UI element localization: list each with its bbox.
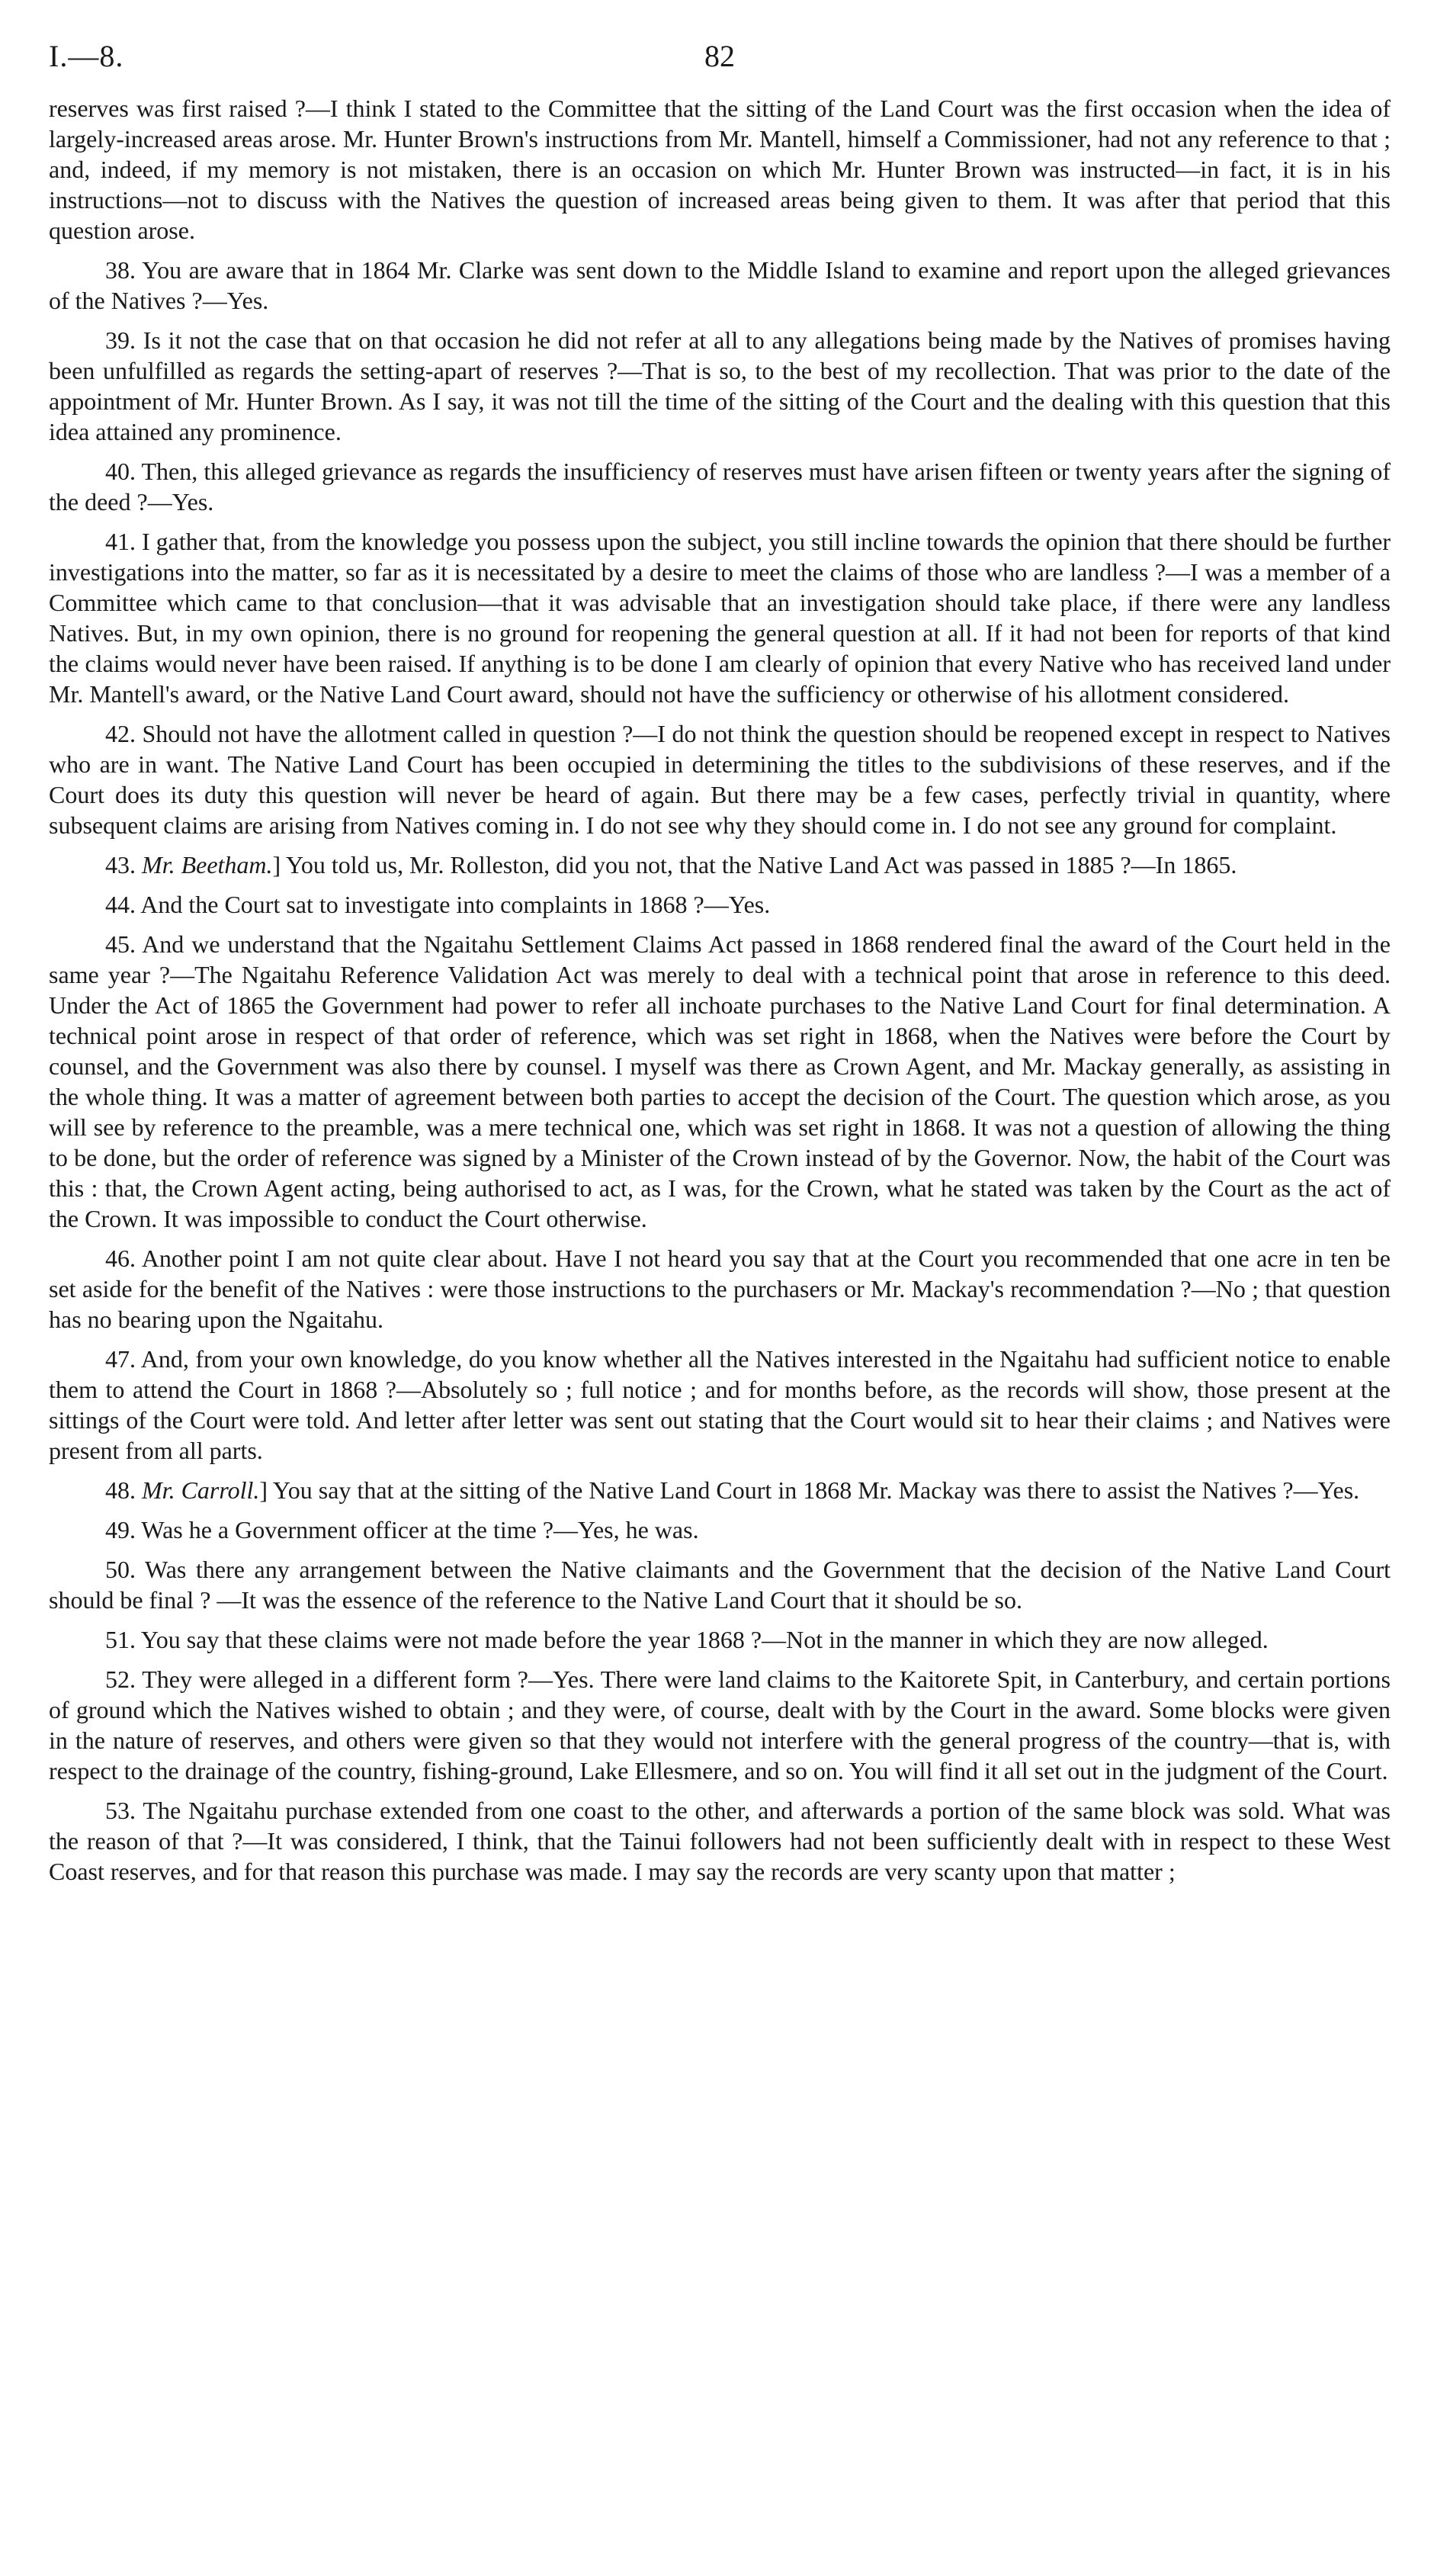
paragraph-text: 47. And, from your own knowledge, do you know whether all the Natives interested in the Ngaitahu had sufficient notice to enable them to attend the Court in 1868 ?—Absolutely so ; full notice ; and for months before, as the records will show, those present at the sittings of the Court were told. And letter after letter was sent out stating that the Court would sit to hear their claims ; and Natives were present from all parts.: [49, 1345, 1391, 1464]
paragraph-text: 51. You say that these claims were not made before the year 1868 ?—Not in the manner in which they are now alleged.: [105, 1626, 1269, 1653]
question-39: [49, 325, 1391, 447]
paragraph-text: 42. Should not have the allotment called in question ?—I do not think the question should be reopened except in respect to Natives who are in want. The Native Land Court has been occupied in determining the titles to the subdivisions of these reserves, and if the Court does its duty this question will never be heard of again. But there may be a few cases, perfectly trivial in quantity, where subsequent claims are arising from Natives coming in. I do not see why they should come in. I do not see any ground for complaint.: [49, 720, 1391, 839]
question-51: [49, 1624, 1391, 1655]
paragraph-text: 41. I gather that, from the knowledge you possess upon the subject, you still incline towards the opinion that there should be further investigations into the matter, so far as it is necessitated by a desire to meet the claims of those who are landless ?—I was a member of a Committee which came to that conclusion—that it was advisable that an investigation should take place, if there were any landless Natives. But, in my own opinion, there is no ground for reopening the general question at all. If it had not been for reports of that kind the claims would never have been raised. If anything is to be done I am clearly of opinion that every Native who has received land under Mr. Mantell's award, or the Native Land Court award, should not have the sufficiency or otherwise of his allotment considered.: [49, 528, 1391, 708]
speaker-name: Mr. Beetham.: [142, 851, 273, 878]
question-40: [49, 456, 1391, 517]
question-38: [49, 255, 1391, 316]
question-number: 48.: [105, 1476, 142, 1504]
paragraph-text: 49. Was he a Government officer at the time ?—Yes, he was.: [105, 1516, 699, 1543]
question-50: [49, 1554, 1391, 1615]
page-number: 82: [704, 39, 735, 73]
question-49: [49, 1514, 1391, 1545]
question-45: [49, 929, 1391, 1234]
page-header: [49, 38, 1391, 93]
question-53: [49, 1795, 1391, 1887]
paragraph-text: reserves was first raised ?—I think I stated to the Committee that the sitting of the Land Court was the first occasion when the idea of largely-increased areas arose. Mr. Hunter Brown's instructions from Mr. Mantell, himself a Commissioner, had not any reference to that ; and, indeed, if my memory is not mistaken, there is an occasion on which Mr. Hunter Brown was instructed—in fact, it is in his instructions—not to discuss with the Natives the question of increased areas being given to them. It was after that period that this question arose.: [49, 95, 1391, 244]
question-47: [49, 1344, 1391, 1466]
document-body: [49, 93, 1391, 1887]
paragraph-continuation: [49, 93, 1391, 246]
paragraph-text: 53. The Ngaitahu purchase extended from one coast to the other, and afterwards a portion of the same block was sold. What was the reason of that ?—It was considered, I think, that the Tainui followers had not been sufficiently dealt with in respect to these West Coast reserves, and for that reason this purchase was made. I may say the records are very scanty upon that matter ;: [49, 1797, 1391, 1885]
report-reference: I.—8.: [49, 39, 124, 73]
document-page: [49, 38, 1391, 1887]
paragraph-text: 46. Another point I am not quite clear about. Have I not heard you say that at the Court you recommended that one acre in ten be set aside for the benefit of the Natives : were those instructions to the purchasers or Mr. Mackay's recommendation ?—No ; that question has no bearing upon the Ngaitahu.: [49, 1245, 1391, 1333]
paragraph-text: 39. Is it not the case that on that occasion he did not refer at all to any allegations being made by the Natives of promises having been unfulfilled as regards the setting-apart of reserves ?—That is so, to the best of my recollection. That was prior to the date of the appointment of Mr. Hunter Brown. As I say, it was not till the time of the sitting of the Court and the dealing with this question that this idea attained any prominence.: [49, 326, 1391, 445]
question-42: [49, 718, 1391, 840]
paragraph-text: ] You told us, Mr. Rolleston, did you not, that the Native Land Act was passed in 1885 ?—In 1865.: [272, 851, 1237, 878]
paragraph-text: 44. And the Court sat to investigate into complaints in 1868 ?—Yes.: [105, 891, 771, 918]
paragraph-text: ] You say that at the sitting of the Native Land Court in 1868 Mr. Mackay was there to assist the Natives ?—Yes.: [259, 1476, 1360, 1504]
paragraph-text: 40. Then, this alleged grievance as regards the insufficiency of reserves must have arisen fifteen or twenty years after the signing of the deed ?—Yes.: [49, 458, 1391, 516]
question-52: [49, 1664, 1391, 1786]
paragraph-text: 52. They were alleged in a different form ?—Yes. There were land claims to the Kaitorete Spit, in Canterbury, and certain portions of ground which the Natives wished to obtain ; and they were, of course, dealt with by the Court in the award. Some blocks were given in the nature of reserves, and others were given so that they would not interfere with the general progress of the country—that is, with respect to the drainage of the country, fishing-ground, Lake Ellesmere, and so on. You will find it all set out in the judgment of the Court.: [49, 1665, 1391, 1784]
question-number: 43.: [105, 851, 142, 878]
question-44: [49, 889, 1391, 920]
paragraph-text: 50. Was there any arrangement between the Native claimants and the Government that the decision of the Native Land Court should be final ? —It was the essence of the reference to the Native Land Court that it should be so.: [49, 1556, 1391, 1614]
question-43: [49, 850, 1391, 880]
paragraph-text: 45. And we understand that the Ngaitahu Settlement Claims Act passed in 1868 rendered final the award of the Court held in the same year ?—The Ngaitahu Reference Validation Act was merely to deal with a technical point that arose in reference to this deed. Under the Act of 1865 the Government had power to refer all inchoate purchases to the Native Land Court for final determination. A technical point arose in respect of that order of reference, which was set right in 1868, when the Natives were before the Court by counsel, and the Government was also there by counsel. I myself was there as Crown Agent, and Mr. Mackay generally, as assisting in the whole thing. It was a matter of agreement between both parties to accept the decision of the Court. The question which arose, as you will see by reference to the preamble, was a mere technical one, which was set right in 1868. It was not a question of allowing the thing to be done, but the order of reference was signed by a Minister of the Crown instead of by the Governor. Now, the habit of the Court was this : that, the Crown Agent acting, being authorised to act, as I was, for the Crown, what he stated was taken by the Court as the act of the Crown. It was impossible to conduct the Court otherwise.: [49, 930, 1391, 1232]
paragraph-text: 38. You are aware that in 1864 Mr. Clarke was sent down to the Middle Island to examine and report upon the alleged grievances of the Natives ?—Yes.: [49, 256, 1391, 314]
question-46: [49, 1243, 1391, 1335]
question-48: [49, 1475, 1391, 1505]
question-41: [49, 526, 1391, 709]
speaker-name: Mr. Carroll.: [142, 1476, 260, 1504]
